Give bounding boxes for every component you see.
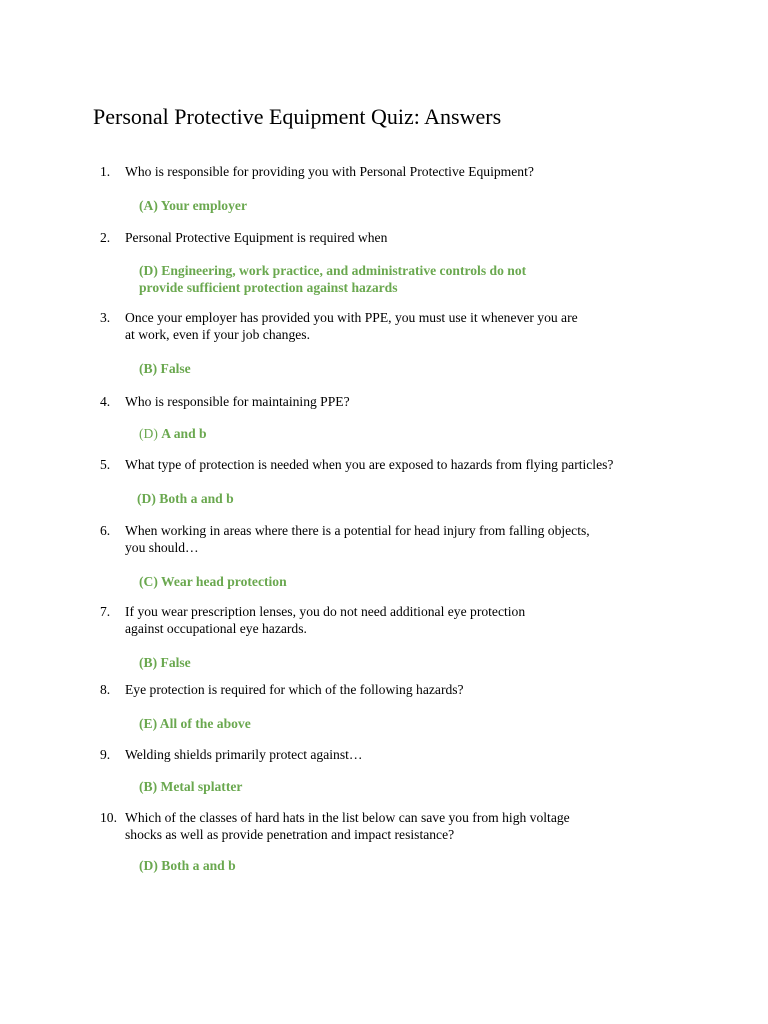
question-text: What type of protection is needed when you are exposed to hazards from flying particles? <box>125 457 614 472</box>
question-line: shocks as well as provide penetration and impact resistance? <box>125 826 455 842</box>
question-line: against occupational eye hazards. <box>125 620 307 636</box>
question-line: at work, even if your job changes. <box>125 326 310 342</box>
question-text: Eye protection is required for which of the following hazards? <box>125 682 464 697</box>
answer-text: (D) Both a and b <box>137 491 234 506</box>
question-number: 10. <box>100 810 117 825</box>
answer-text: (E) All of the above <box>139 716 251 731</box>
question-text <box>125 523 685 556</box>
question-number: 5. <box>100 457 111 472</box>
answer-text <box>139 262 609 296</box>
question-text: Welding shields primarily protect against… <box>125 747 363 762</box>
answer-text: (C) Wear head protection <box>139 574 287 589</box>
answer-text: (D) Both a and b <box>139 858 236 873</box>
question-text <box>125 604 685 637</box>
question-text <box>125 810 685 843</box>
answer-value: A and b <box>161 426 207 441</box>
answer-prefix: (D) <box>139 426 162 441</box>
question-line: If you wear prescription lenses, you do not need additional eye protection <box>125 604 526 619</box>
answer-text: (B) False <box>139 361 191 376</box>
question-text: Personal Protective Equipment is required when <box>125 230 388 245</box>
question-line: When working in areas where there is a potential for head injury from falling objects, <box>125 523 590 538</box>
answer-text: (B) Metal splatter <box>139 779 243 794</box>
question-number: 6. <box>100 523 111 538</box>
question-number: 3. <box>100 310 111 325</box>
answer-text: (B) False <box>139 655 191 670</box>
answer-text <box>139 425 609 442</box>
question-line: Which of the classes of hard hats in the list below can save you from high voltage <box>125 810 570 825</box>
question-number: 1. <box>100 164 111 179</box>
question-text <box>125 310 685 343</box>
question-number: 8. <box>100 682 111 697</box>
question-number: 4. <box>100 394 111 409</box>
question-line: Once your employer has provided you with PPE, you must use it whenever you are <box>125 310 578 325</box>
question-text: Who is responsible for maintaining PPE? <box>125 394 350 409</box>
question-number: 2. <box>100 230 111 245</box>
question-text: Who is responsible for providing you with Personal Protective Equipment? <box>125 164 534 179</box>
answer-line: provide sufficient protection against hazards <box>139 280 398 295</box>
page-title: Personal Protective Equipment Quiz: Answers <box>93 104 502 129</box>
question-number: 7. <box>100 604 111 619</box>
question-line: you should… <box>125 539 199 555</box>
question-number: 9. <box>100 747 111 762</box>
answer-line: (D) Engineering, work practice, and administrative controls do not <box>139 263 527 278</box>
answer-text: (A) Your employer <box>139 198 247 213</box>
